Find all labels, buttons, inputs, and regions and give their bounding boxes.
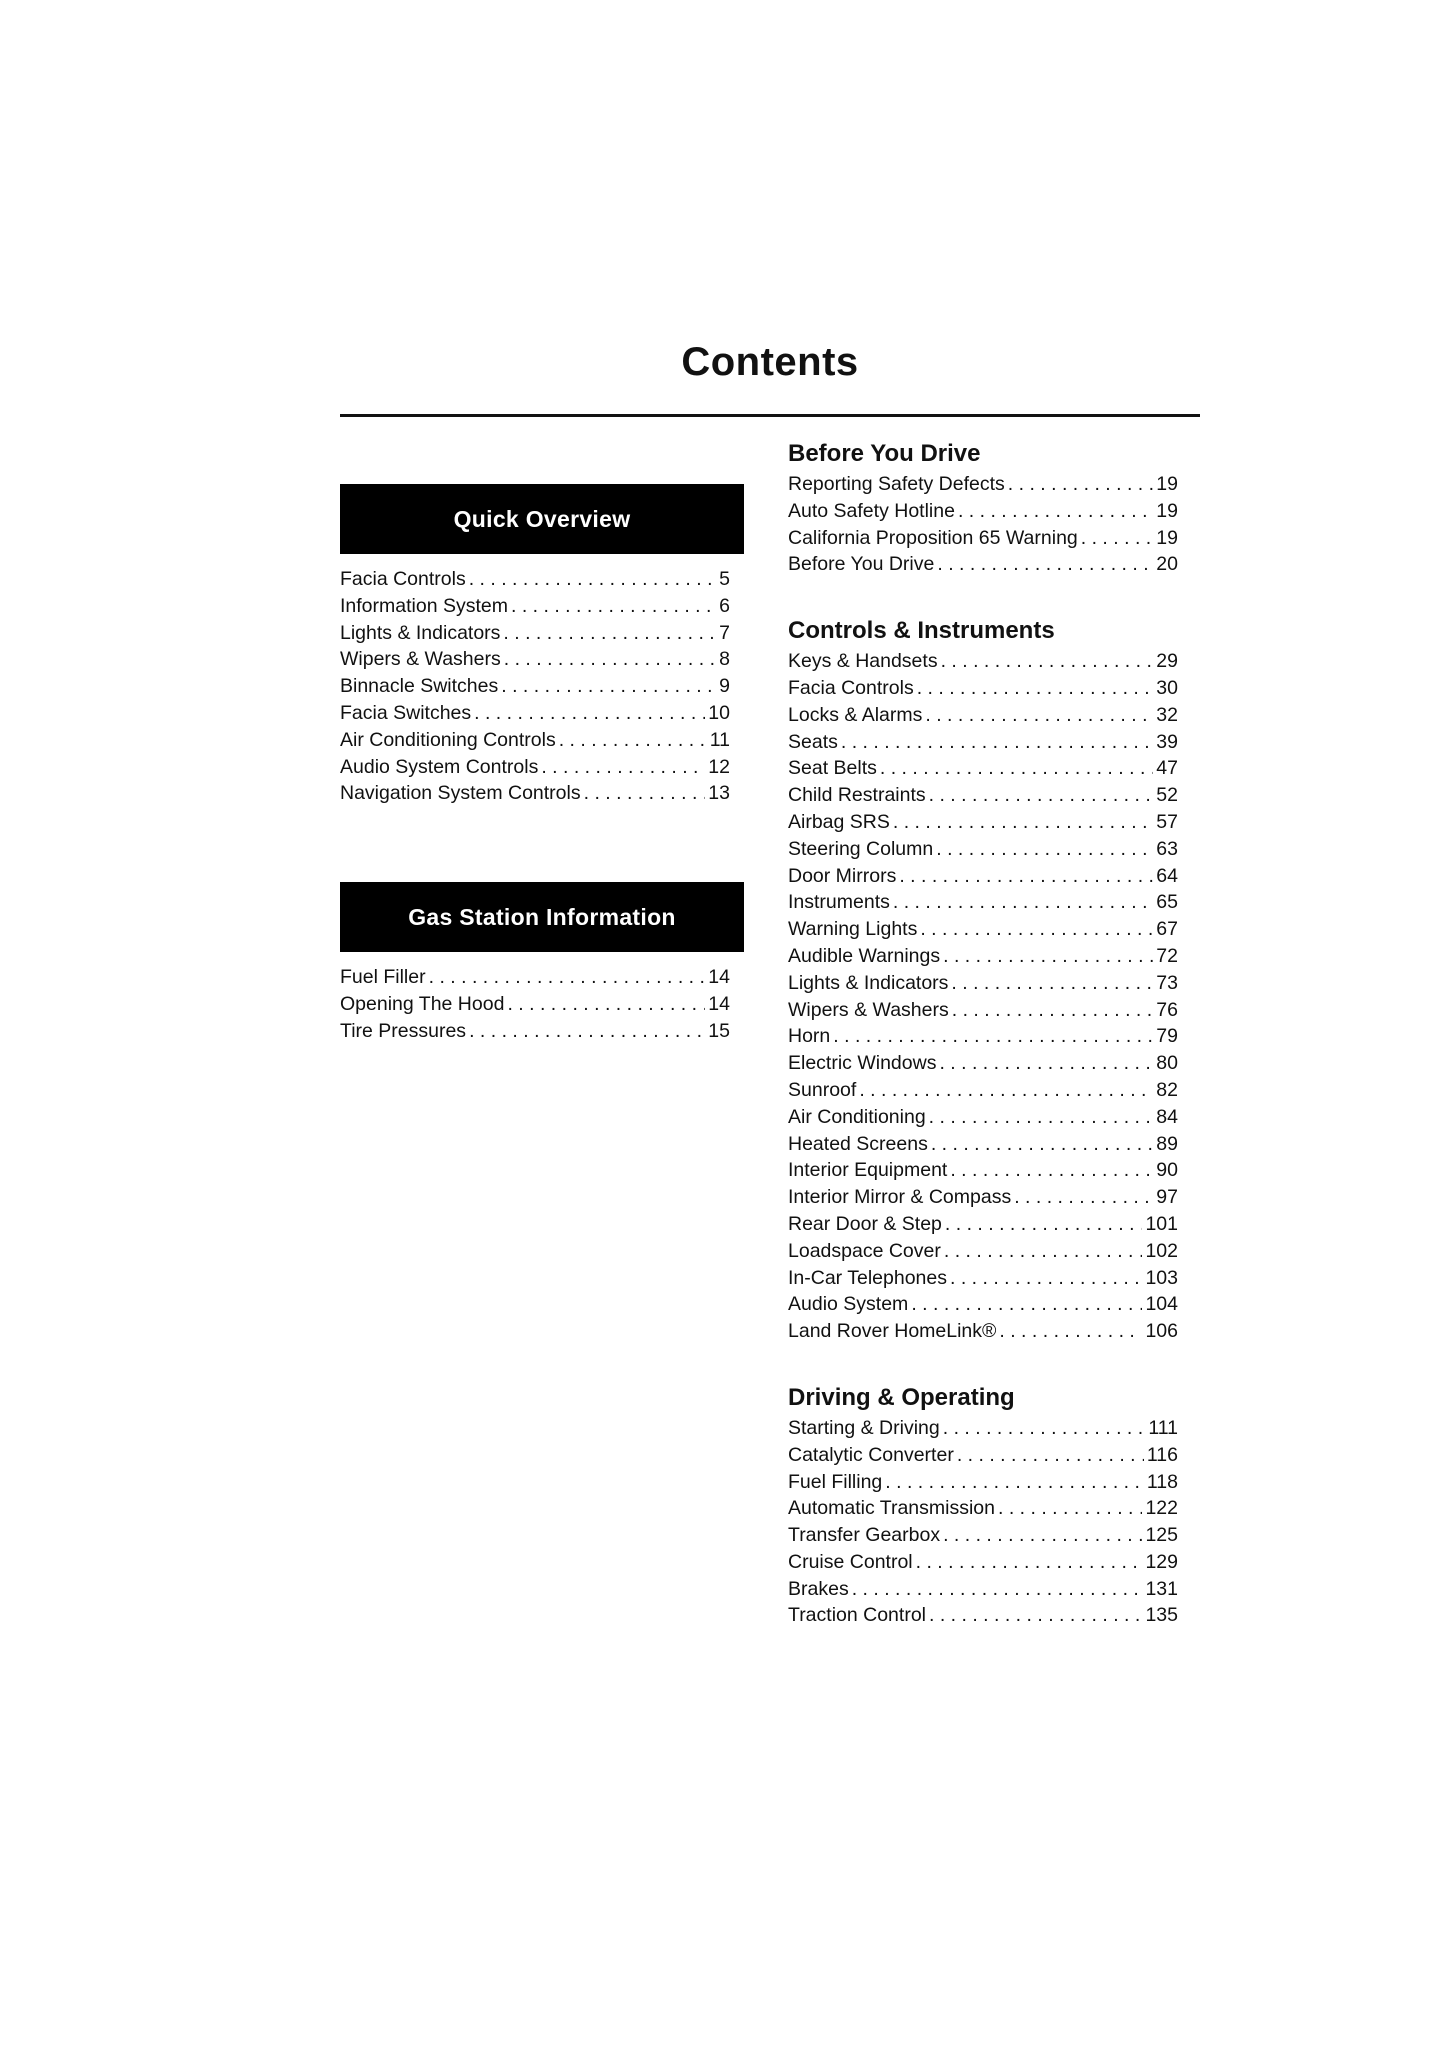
toc-entry-facia-switches[interactable]: [340, 700, 730, 727]
dot-leader: [469, 1018, 705, 1045]
dot-leader: [429, 964, 706, 991]
toc-entry-cruise-control[interactable]: [788, 1549, 1178, 1576]
toc-entry-page-number: 15: [708, 1019, 730, 1042]
toc-entry-facia-controls[interactable]: [788, 675, 1178, 702]
toc-entry-page-number: 79: [1156, 1025, 1178, 1048]
toc-entry-label: Catalytic Converter: [788, 1443, 954, 1466]
toc-entry-page-number: 118: [1146, 1470, 1178, 1493]
dot-leader: [507, 991, 705, 1018]
dot-leader: [936, 836, 1153, 863]
toc-entry-airbag-srs[interactable]: [788, 809, 1178, 836]
toc-entry-page-number: 116: [1146, 1443, 1178, 1466]
dot-leader: [958, 498, 1153, 525]
toc-entry-page-number: 89: [1156, 1132, 1178, 1155]
toc-entry-page-number: 129: [1145, 1550, 1178, 1573]
toc-entry-label: Heated Screens: [788, 1132, 928, 1155]
toc-entry-label: Land Rover HomeLink®: [788, 1320, 997, 1343]
toc-entry-audio-system[interactable]: [788, 1291, 1178, 1318]
dot-leader: [885, 1469, 1144, 1496]
dot-leader: [511, 593, 716, 620]
toc-entry-label: Interior Mirror & Compass: [788, 1186, 1012, 1209]
toc-entry-horn[interactable]: [788, 1023, 1178, 1050]
dot-leader: [957, 1442, 1144, 1469]
dot-leader: [859, 1077, 1153, 1104]
toc-entry-label: Navigation System Controls: [340, 782, 581, 805]
toc-entry-page-number: 30: [1156, 676, 1178, 699]
dot-leader: [937, 551, 1153, 578]
dot-leader: [504, 646, 716, 673]
toc-entry-label: California Proposition 65 Warning: [788, 526, 1078, 549]
toc-entry-label: Transfer Gearbox: [788, 1524, 941, 1547]
section-heading-gas-station-information: Gas Station Information: [340, 882, 744, 952]
dot-leader: [559, 727, 707, 754]
dot-leader: [893, 889, 1153, 916]
toc-entry-page-number: 32: [1156, 703, 1178, 726]
toc-entry-wipers-and-washers[interactable]: [340, 646, 730, 673]
toc-entry-page-number: 39: [1156, 730, 1178, 753]
toc-entry-air-conditioning-controls[interactable]: [340, 727, 730, 754]
toc-entry-before-you-drive[interactable]: [788, 551, 1178, 578]
toc-entry-electric-windows[interactable]: [788, 1050, 1178, 1077]
toc-entry-catalytic-converter[interactable]: [788, 1442, 1178, 1469]
dot-leader: [929, 1602, 1142, 1629]
toc-entry-label: Auto Safety Hotline: [788, 499, 955, 522]
section-heading-quick-overview: Quick Overview: [340, 484, 744, 554]
toc-entry-page-number: 19: [1156, 526, 1178, 549]
toc-entry-page-number: 47: [1156, 757, 1178, 780]
toc-entry-page-number: 19: [1156, 499, 1178, 522]
toc-entry-lights-and-indicators[interactable]: [788, 970, 1178, 997]
toc-entry-page-number: 80: [1156, 1052, 1178, 1075]
dot-leader: [943, 1522, 1142, 1549]
toc-entry-california-proposition-65-warning[interactable]: [788, 525, 1178, 552]
dot-leader: [541, 754, 705, 781]
toc-entry-page-number: 5: [719, 568, 730, 590]
toc-entry-steering-column[interactable]: [788, 836, 1178, 863]
toc-entry-audible-warnings[interactable]: [788, 943, 1178, 970]
toc-entry-interior-mirror-and-compass[interactable]: [788, 1184, 1178, 1211]
toc-entry-page-number: 63: [1156, 837, 1178, 860]
dot-leader: [1081, 525, 1154, 552]
toc-entry-label: Door Mirrors: [788, 864, 897, 887]
toc-entry-page-number: 6: [719, 594, 730, 617]
toc-entry-page-number: 52: [1156, 784, 1178, 807]
toc-entry-rear-door-and-step[interactable]: [788, 1211, 1178, 1238]
dot-leader: [920, 916, 1153, 943]
toc-entry-page-number: 14: [708, 992, 730, 1015]
dot-leader: [941, 648, 1154, 675]
toc-entry-page-number: 12: [708, 755, 730, 778]
toc-list-controls-and-instruments: [788, 648, 1178, 1345]
dot-leader: [917, 675, 1154, 702]
dot-leader: [501, 673, 716, 700]
toc-entry-page-number: 122: [1145, 1497, 1178, 1520]
toc-entry-page-number: 76: [1156, 998, 1178, 1021]
toc-list-gas-station-information: [340, 964, 744, 1044]
toc-entry-label: Facia Controls: [340, 568, 466, 590]
toc-entry-label: In-Car Telephones: [788, 1266, 947, 1289]
toc-entry-page-number: 57: [1156, 810, 1178, 833]
toc-entry-page-number: 101: [1145, 1212, 1178, 1235]
toc-entry-door-mirrors[interactable]: [788, 863, 1178, 890]
toc-entry-information-system[interactable]: [340, 593, 730, 620]
toc-entry-label: Loadspace Cover: [788, 1239, 941, 1262]
toc-entry-label: Automatic Transmission: [788, 1497, 995, 1520]
toc-entry-page-number: 125: [1145, 1524, 1178, 1547]
toc-entry-in-car-telephones[interactable]: [788, 1265, 1178, 1292]
dot-leader: [474, 700, 705, 727]
toc-entry-page-number: 73: [1156, 971, 1178, 994]
toc-entry-fuel-filling[interactable]: [788, 1469, 1178, 1496]
toc-entry-page-number: 64: [1156, 864, 1178, 887]
toc-list-driving-and-operating: [788, 1415, 1178, 1629]
dot-leader: [943, 1415, 1146, 1442]
toc-entry-page-number: 103: [1145, 1266, 1178, 1289]
toc-list-quick-overview: [340, 566, 744, 807]
toc-entry-instruments[interactable]: [788, 889, 1178, 916]
dot-leader: [911, 1291, 1142, 1318]
toc-entry-interior-equipment[interactable]: [788, 1157, 1178, 1184]
toc-entry-label: Traction Control: [788, 1604, 926, 1627]
toc-entry-locks-and-alarms[interactable]: [788, 702, 1178, 729]
toc-entry-brakes[interactable]: [788, 1576, 1178, 1603]
toc-entry-label: Facia Controls: [788, 676, 914, 699]
toc-entry-label: Instruments: [788, 891, 890, 914]
toc-entry-label: Tire Pressures: [340, 1019, 467, 1042]
title-divider: [340, 414, 1200, 417]
dot-leader: [469, 566, 716, 593]
toc-entry-page-number: 9: [719, 675, 730, 698]
toc-entry-page-number: 7: [719, 621, 730, 644]
toc-entry-page-number: 65: [1156, 891, 1178, 914]
toc-entry-land-rover-homelink[interactable]: [788, 1318, 1178, 1345]
dot-leader: [852, 1576, 1143, 1603]
toc-entry-label: Facia Switches: [340, 701, 472, 724]
toc-entry-label: Reporting Safety Defects: [788, 473, 1005, 495]
toc-entry-starting-and-driving[interactable]: [788, 1415, 1178, 1442]
toc-entry-label: Fuel Filler: [340, 966, 426, 989]
toc-entry-label: Audio System Controls: [340, 755, 539, 778]
dot-leader: [893, 809, 1153, 836]
toc-entry-label: Binnacle Switches: [340, 675, 499, 698]
toc-entry-label: Electric Windows: [788, 1052, 937, 1075]
toc-entry-label: Seat Belts: [788, 757, 877, 780]
toc-entry-seat-belts[interactable]: [788, 755, 1178, 782]
toc-entry-page-number: 14: [708, 966, 730, 989]
toc-entry-tire-pressures[interactable]: [340, 1018, 730, 1045]
toc-entry-page-number: 106: [1145, 1320, 1178, 1343]
dot-leader: [951, 970, 1153, 997]
toc-entry-page-number: 84: [1156, 1105, 1178, 1128]
toc-entry-page-number: 67: [1156, 918, 1178, 941]
toc-entry-label: Airbag SRS: [788, 810, 890, 833]
dot-leader: [950, 1265, 1142, 1292]
dot-leader: [931, 1131, 1153, 1158]
section-heading-driving-and-operating: Driving & Operating: [788, 1383, 1015, 1411]
toc-entry-traction-control[interactable]: [788, 1602, 1178, 1629]
toc-entry-label: Air Conditioning Controls: [340, 728, 556, 751]
toc-entry-page-number: 102: [1145, 1239, 1178, 1262]
toc-entry-label: Interior Equipment: [788, 1159, 948, 1182]
toc-entry-heated-screens[interactable]: [788, 1131, 1178, 1158]
toc-list-before-you-drive: [788, 471, 1178, 578]
toc-entry-keys-and-handsets[interactable]: [788, 648, 1178, 675]
toc-entry-label: Child Restraints: [788, 784, 926, 807]
dot-leader: [916, 1549, 1143, 1576]
dot-leader: [950, 1157, 1153, 1184]
toc-entry-label: Seats: [788, 730, 838, 753]
toc-entry-page-number: 82: [1156, 1078, 1178, 1101]
toc-entry-wipers-and-washers[interactable]: [788, 997, 1178, 1024]
toc-entry-label: Opening The Hood: [340, 992, 505, 1015]
dot-leader: [998, 1495, 1142, 1522]
toc-entry-label: Steering Column: [788, 837, 934, 860]
toc-entry-label: Wipers & Washers: [788, 998, 949, 1021]
toc-entry-fuel-filler[interactable]: [340, 964, 730, 991]
toc-entry-page-number: 97: [1156, 1186, 1178, 1209]
toc-entry-page-number: 131: [1145, 1577, 1178, 1600]
toc-entry-reporting-safety-defects[interactable]: [788, 471, 1178, 498]
toc-entry-label: Fuel Filling: [788, 1470, 883, 1493]
toc-entry-page-number: 19: [1156, 473, 1178, 495]
toc-entry-label: Warning Lights: [788, 918, 918, 941]
dot-leader: [952, 997, 1154, 1024]
dot-leader: [944, 1238, 1143, 1265]
toc-entry-page-number: 11: [709, 728, 730, 751]
toc-entry-page-number: 90: [1156, 1159, 1178, 1182]
toc-entry-page-number: 104: [1145, 1293, 1178, 1316]
dot-leader: [1014, 1184, 1153, 1211]
toc-entry-loadspace-cover[interactable]: [788, 1238, 1178, 1265]
toc-entry-label: Lights & Indicators: [340, 621, 501, 644]
dot-leader: [1008, 471, 1154, 498]
toc-entry-label: Lights & Indicators: [788, 971, 949, 994]
dot-leader: [925, 702, 1153, 729]
toc-entry-page-number: 72: [1156, 944, 1178, 967]
page-title: Contents: [681, 340, 859, 384]
toc-entry-binnacle-switches[interactable]: [340, 673, 730, 700]
toc-entry-page-number: 20: [1156, 553, 1178, 576]
dot-leader: [841, 729, 1153, 756]
toc-entry-navigation-system-controls[interactable]: [340, 780, 730, 807]
toc-entry-label: Information System: [340, 594, 508, 617]
toc-entry-label: Audible Warnings: [788, 944, 941, 967]
toc-entry-lights-and-indicators[interactable]: [340, 620, 730, 647]
toc-entry-sunroof[interactable]: [788, 1077, 1178, 1104]
toc-entry-audio-system-controls[interactable]: [340, 754, 730, 781]
toc-entry-opening-the-hood[interactable]: [340, 991, 730, 1018]
right-column: [788, 437, 1178, 1629]
toc-entry-label: Locks & Alarms: [788, 703, 923, 726]
dot-leader: [945, 1211, 1143, 1238]
toc-entry-page-number: 111: [1148, 1416, 1178, 1439]
toc-entry-label: Audio System: [788, 1293, 909, 1316]
toc-entry-label: Before You Drive: [788, 553, 935, 576]
toc-entry-warning-lights[interactable]: [788, 916, 1178, 943]
toc-entry-air-conditioning[interactable]: [788, 1104, 1178, 1131]
toc-entry-page-number: 29: [1156, 650, 1178, 673]
dot-leader: [899, 863, 1153, 890]
dot-leader: [503, 620, 716, 647]
toc-entry-child-restraints[interactable]: [788, 782, 1178, 809]
toc-entry-page-number: 135: [1145, 1604, 1178, 1627]
dot-leader: [939, 1050, 1153, 1077]
toc-entry-page-number: 8: [719, 648, 730, 671]
toc-entry-seats[interactable]: [788, 729, 1178, 756]
toc-entry-label: Keys & Handsets: [788, 650, 938, 673]
dot-leader: [929, 1104, 1154, 1131]
toc-entry-label: Wipers & Washers: [340, 648, 501, 671]
dot-leader: [943, 943, 1153, 970]
dot-leader: [929, 782, 1154, 809]
toc-entry-label: Cruise Control: [788, 1550, 913, 1573]
toc-entry-page-number: 10: [708, 701, 730, 724]
toc-entry-facia-controls[interactable]: [340, 566, 730, 593]
toc-entry-label: Air Conditioning: [788, 1105, 926, 1128]
toc-entry-page-number: 13: [708, 782, 730, 805]
toc-entry-label: Brakes: [788, 1577, 849, 1600]
dot-leader: [584, 780, 706, 807]
left-column: [340, 484, 744, 1045]
toc-entry-label: Rear Door & Step: [788, 1212, 942, 1235]
dot-leader: [880, 755, 1153, 782]
toc-entry-transfer-gearbox[interactable]: [788, 1522, 1178, 1549]
dot-leader: [833, 1023, 1153, 1050]
dot-leader: [999, 1318, 1142, 1345]
toc-entry-label: Starting & Driving: [788, 1416, 940, 1439]
toc-entry-auto-safety-hotline[interactable]: [788, 498, 1178, 525]
toc-entry-automatic-transmission[interactable]: [788, 1495, 1178, 1522]
section-heading-before-you-drive: Before You Drive: [788, 440, 981, 467]
toc-entry-label: Horn: [788, 1025, 831, 1048]
section-heading-controls-and-instruments: Controls & Instruments: [788, 617, 1055, 645]
toc-entry-label: Sunroof: [788, 1078, 857, 1101]
